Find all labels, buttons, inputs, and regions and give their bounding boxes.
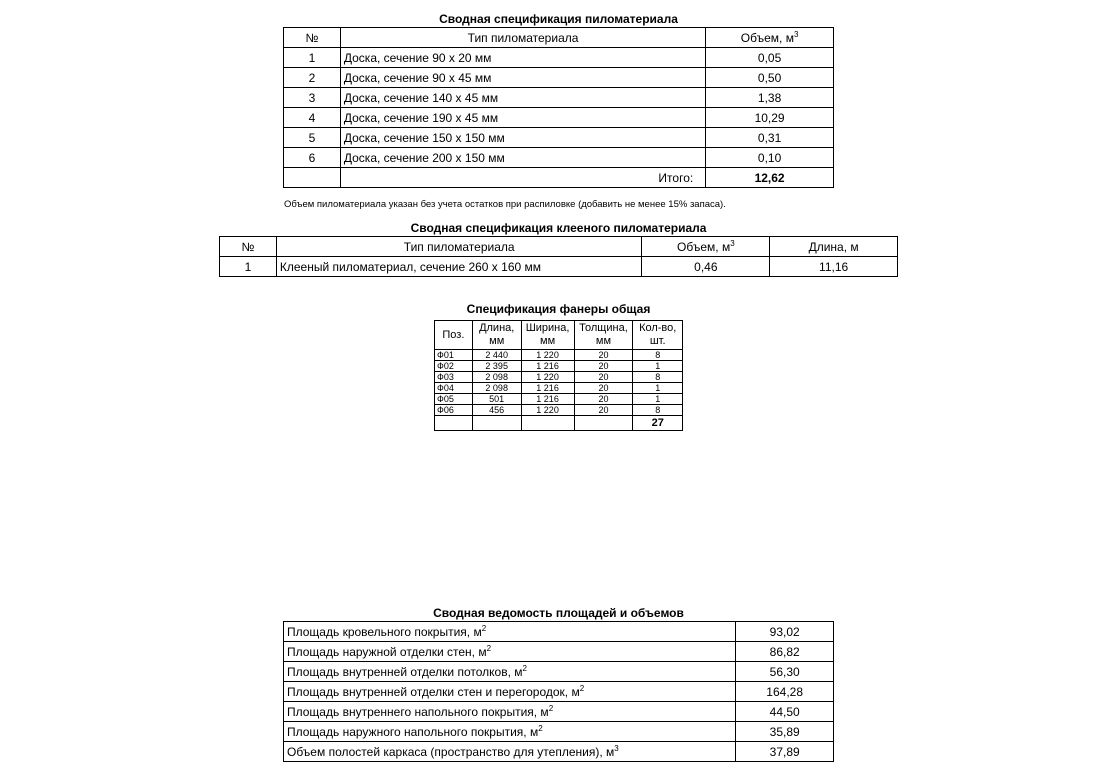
- plywood-header-pos: Поз.: [435, 321, 473, 350]
- plywood-cell-thickness: 20: [574, 361, 633, 372]
- table-row: [284, 108, 834, 128]
- areas-cell-value: 44,50: [736, 702, 834, 722]
- lumber-cell-type: Доска, сечение 90 х 45 мм: [340, 68, 705, 88]
- lumber-total-row: [284, 168, 834, 188]
- plywood-header-qty: Кол-во, шт.: [633, 321, 683, 350]
- areas-cell-label: Площадь кровельного покрытия, $м^2$: [284, 622, 736, 642]
- glued-table: [219, 236, 898, 277]
- plywood-cell-width: 1 216: [521, 361, 574, 372]
- plywood-total-empty: [435, 416, 473, 431]
- lumber-cell-volume: 0,10: [706, 148, 834, 168]
- table-row: [435, 372, 683, 383]
- plywood-cell-length: 2 395: [472, 361, 521, 372]
- plywood-total-empty: [574, 416, 633, 431]
- plywood-cell-thickness: 20: [574, 383, 633, 394]
- glued-title: Сводная спецификация клееного пиломатериала: [410, 221, 707, 235]
- table-row: [284, 722, 834, 742]
- areas-cell-value: 86,82: [736, 642, 834, 662]
- areas-cell-value: 93,02: [736, 622, 834, 642]
- plywood-cell-qty: 1: [633, 361, 683, 372]
- plywood-total-row: [435, 416, 683, 431]
- lumber-cell-type: Доска, сечение 200 х 150 мм: [340, 148, 705, 168]
- plywood-cell-pos: Ф03: [435, 372, 473, 383]
- areas-cell-label: Площадь наружной отделки стен, $м^2$: [284, 642, 736, 662]
- table-row: [284, 622, 834, 642]
- lumber-cell-num: 1: [284, 48, 341, 68]
- plywood-header-row: [435, 321, 683, 350]
- plywood-cell-length: 2 098: [472, 383, 521, 394]
- glued-header-volume: Объем, $м^3$: [642, 237, 770, 257]
- lumber-cell-num: 5: [284, 128, 341, 148]
- areas-cell-label: Площадь внутреннего напольного покрытия, $м^2$: [284, 702, 736, 722]
- lumber-header-type: Тип пиломатериала: [340, 28, 705, 48]
- table-row: [435, 361, 683, 372]
- lumber-total-empty: [284, 168, 341, 188]
- lumber-cell-type: Доска, сечение 90 х 20 мм: [340, 48, 705, 68]
- lumber-table: [283, 27, 834, 188]
- lumber-cell-volume: 0,31: [706, 128, 834, 148]
- plywood-cell-pos: Ф06: [435, 405, 473, 416]
- table-row: [435, 383, 683, 394]
- table-row: [284, 662, 834, 682]
- plywood-cell-width: 1 216: [521, 383, 574, 394]
- table-row: [284, 742, 834, 762]
- plywood-cell-thickness: 20: [574, 350, 633, 361]
- plywood-cell-length: 456: [472, 405, 521, 416]
- plywood-header-length: Длина, мм: [472, 321, 521, 350]
- areas-cell-value: 37,89: [736, 742, 834, 762]
- plywood-cell-pos: Ф01: [435, 350, 473, 361]
- lumber-total-label: Итого:: [340, 168, 705, 188]
- plywood-cell-pos: Ф05: [435, 394, 473, 405]
- table-row: [435, 394, 683, 405]
- lumber-note: Объем пиломатериала указан без учета остатков при распиловке (добавить не менее 15% запаса).: [284, 199, 726, 210]
- lumber-header-volume: Объем, $м^3$: [706, 28, 834, 48]
- plywood-table: [434, 320, 683, 431]
- areas-cell-value: 56,30: [736, 662, 834, 682]
- plywood-cell-thickness: 20: [574, 405, 633, 416]
- glued-header-length: Длина, м: [770, 237, 898, 257]
- areas-cell-label: Площадь внутренней отделки стен и перегородок, $м^2$: [284, 682, 736, 702]
- lumber-cell-type: Доска, сечение 150 х 150 мм: [340, 128, 705, 148]
- plywood-cell-qty: 8: [633, 372, 683, 383]
- areas-cell-value: 35,89: [736, 722, 834, 742]
- areas-cell-label: Площадь наружного напольного покрытия, $м^2$: [284, 722, 736, 742]
- glued-cell-num: 1: [220, 257, 277, 277]
- lumber-cell-volume: 0,50: [706, 68, 834, 88]
- table-row: [284, 48, 834, 68]
- plywood-cell-qty: 1: [633, 383, 683, 394]
- plywood-header-width: Ширина, мм: [521, 321, 574, 350]
- lumber-cell-type: Доска, сечение 190 х 45 мм: [340, 108, 705, 128]
- plywood-cell-length: 2 098: [472, 372, 521, 383]
- table-row: [284, 682, 834, 702]
- lumber-total-value: 12,62: [706, 168, 834, 188]
- table-row: [284, 642, 834, 662]
- plywood-cell-qty: 8: [633, 350, 683, 361]
- areas-cell-label: Площадь внутренней отделки потолков, $м^2$: [284, 662, 736, 682]
- plywood-cell-qty: 8: [633, 405, 683, 416]
- glued-header-num: №: [220, 237, 277, 257]
- plywood-total-qty: 27: [633, 416, 683, 431]
- table-row: [220, 257, 898, 277]
- table-row: [435, 405, 683, 416]
- areas-title: Сводная ведомость площадей и объемов: [433, 606, 684, 620]
- plywood-cell-length: 2 440: [472, 350, 521, 361]
- lumber-cell-volume: 10,29: [706, 108, 834, 128]
- plywood-cell-width: 1 220: [521, 372, 574, 383]
- areas-table: [283, 621, 834, 762]
- glued-cell-type: Клееный пиломатериал, сечение 260 х 160 мм: [276, 257, 642, 277]
- lumber-cell-type: Доска, сечение 140 х 45 мм: [340, 88, 705, 108]
- glued-cell-length: 11,16: [770, 257, 898, 277]
- plywood-header-thickness: Толщина, мм: [574, 321, 633, 350]
- plywood-title: Спецификация фанеры общая: [466, 302, 651, 316]
- areas-cell-value: 164,28: [736, 682, 834, 702]
- lumber-cell-num: 2: [284, 68, 341, 88]
- lumber-cell-num: 4: [284, 108, 341, 128]
- lumber-cell-volume: 1,38: [706, 88, 834, 108]
- table-row: [284, 128, 834, 148]
- glued-header-type: Тип пиломатериала: [276, 237, 642, 257]
- plywood-cell-thickness: 20: [574, 372, 633, 383]
- plywood-total-empty: [472, 416, 521, 431]
- plywood-cell-thickness: 20: [574, 394, 633, 405]
- plywood-cell-qty: 1: [633, 394, 683, 405]
- glued-header-row: [220, 237, 898, 257]
- table-row: [284, 702, 834, 722]
- plywood-cell-width: 1 220: [521, 405, 574, 416]
- lumber-cell-num: 6: [284, 148, 341, 168]
- lumber-cell-volume: 0,05: [706, 48, 834, 68]
- table-row: [284, 68, 834, 88]
- lumber-cell-num: 3: [284, 88, 341, 108]
- plywood-cell-width: 1 220: [521, 350, 574, 361]
- glued-cell-volume: 0,46: [642, 257, 770, 277]
- table-row: [284, 88, 834, 108]
- plywood-cell-pos: Ф02: [435, 361, 473, 372]
- plywood-total-empty: [521, 416, 574, 431]
- lumber-title: Сводная спецификация пиломатериала: [439, 12, 678, 26]
- lumber-header-num: №: [284, 28, 341, 48]
- table-row: [284, 148, 834, 168]
- table-row: [435, 350, 683, 361]
- plywood-cell-pos: Ф04: [435, 383, 473, 394]
- plywood-cell-length: 501: [472, 394, 521, 405]
- plywood-cell-width: 1 216: [521, 394, 574, 405]
- lumber-header-row: [284, 28, 834, 48]
- areas-cell-label: Объем полостей каркаса (пространство для утепления), $м^3$: [284, 742, 736, 762]
